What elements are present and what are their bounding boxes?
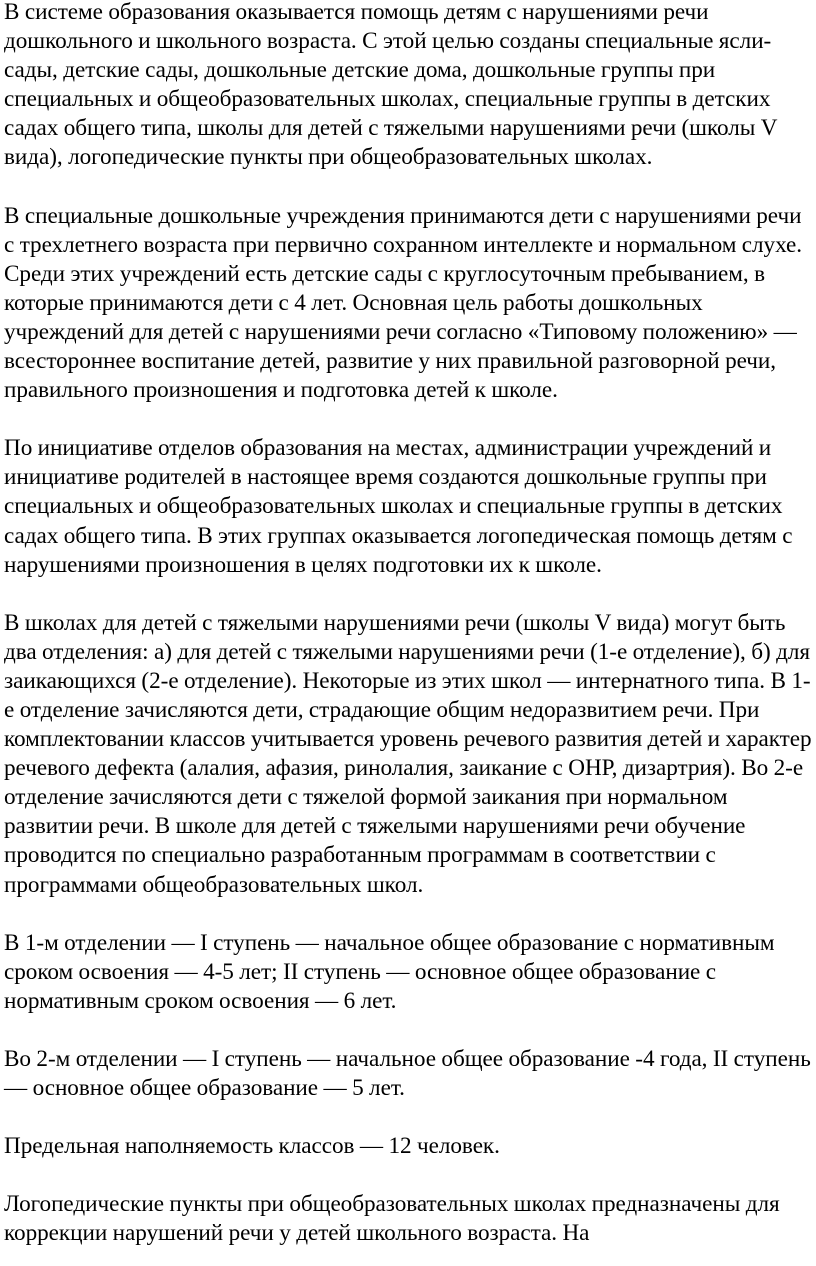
paragraph-speech-help-system: В системе образования оказывается помощь детям с нарушениями речи дошкольного и школьного возраста. С этой целью созданы специальные ясли-сады, детские сады, дошкольные детские дома, дошкольные группы при специальных и общеобразовательных школах, специальные группы в детских садах общего типа, школы для детей с тяжелыми нарушениями речи (школы V вида), логопедические пункты при общеобразовательных школах. bbox=[4, 0, 778, 171]
paragraph-first-department: В 1-м отделении — I ступень — начальное общее образование с нормативным сроком освоения — 4-5 лет; II ступень — основное общее образование с нормативным сроком освоения — 6 лет. bbox=[4, 929, 775, 1014]
paragraph-speech-therapy-points: Логопедические пункты при общеобразовательных школах предназначены для коррекции нарушений речи у детей школьного возраста. На bbox=[4, 1191, 780, 1247]
paragraph-preschool-groups: По инициативе отделов образования на местах, администрации учреждений и инициативе родителей в настоящее время создаются дошкольные группы при специальных и общеобразовательных школах и специальные группы в детских садах общего типа. В этих группах оказывается логопедическая помощь детям с нарушениями произношения в целях подготовки их к школе. bbox=[4, 435, 793, 578]
paragraph-preschool-institutions: В специальные дошкольные учреждения принимаются дети с нарушениями речи с трехлетнего возраста при первично сохранном интеллекте и нормальном слухе. Среди этих учреждений есть детские сады с круглосуточным пребыванием, в которые принимаются дети с 4 лет. Основная цель работы дошкольных учреждений для детей с нарушениями речи согласно «Типовому положению» — всестороннее воспитание детей, развитие у них правильной разговорной речи, правильного произношения и подготовка детей к школе. bbox=[4, 202, 803, 404]
paragraph-school-type-v: В школах для детей с тяжелыми нарушениями речи (школы V вида) могут быть два отделения: а) для детей с тяжелыми нарушениями речи (1-е отделение), б) для заикающихся (2-е отделение). Некоторые из этих школ — интернатного типа. В 1-е отделение зачисляются дети, страдающие общим недоразвитием речи. При комплектовании классов учитывается уровень речевого развития детей и характер речевого дефекта (алалия, афазия, ринолалия, заикание с ОНР, дизартрия). Во 2-е отделение зачисляются дети с тяжелой формой заикания при нормальном развитии речи. В школе для детей с тяжелыми нарушениями речи обучение проводится по специально разработанным программам в соответствии с программами общеобразовательных школ. bbox=[4, 609, 812, 898]
paragraph-class-size: Предельная наполняемость классов — 12 человек. bbox=[4, 1133, 500, 1160]
paragraph-second-department: Во 2-м отделении — I ступень — начальное общее образование -4 года, II ступень — основное общее образование — 5 лет. bbox=[4, 1045, 811, 1101]
